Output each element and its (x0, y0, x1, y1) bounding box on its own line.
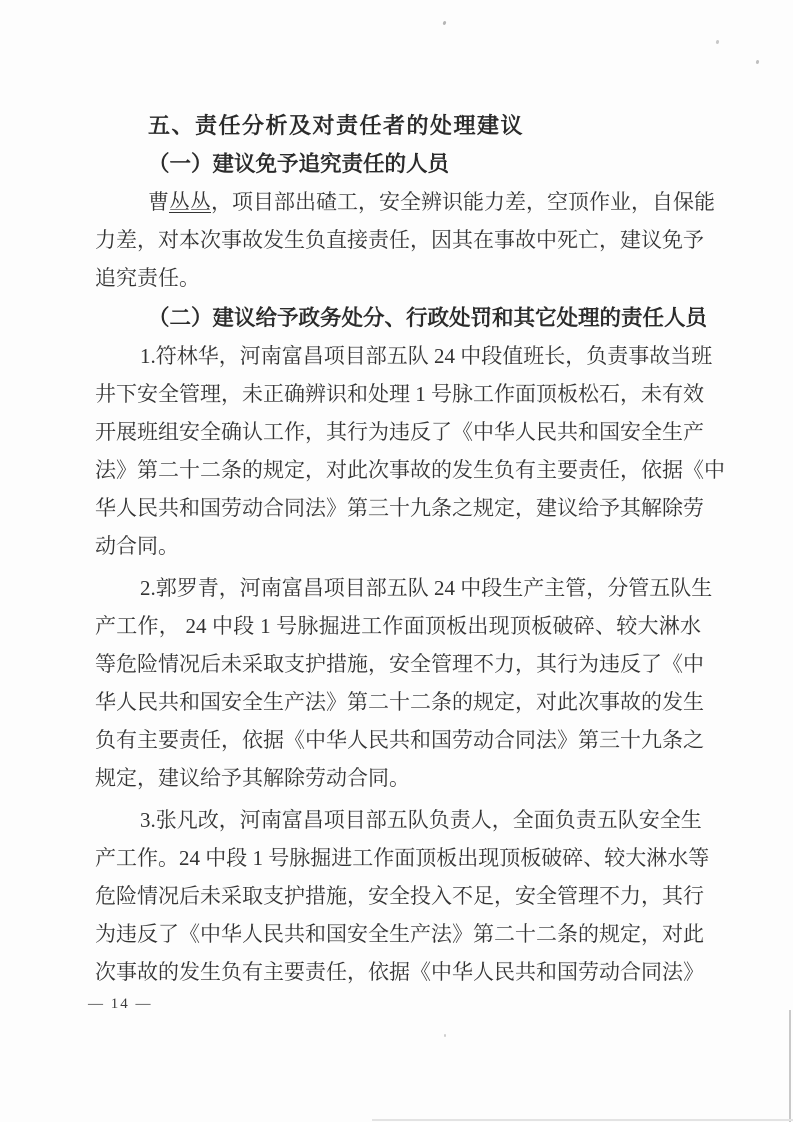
body-line: 1.符林华，河南富昌项目部五队 24 中段值班长，负责事故当班 (140, 344, 713, 368)
body-line: 为违反了《中华人民共和国安全生产法》第二十二条的规定，对此 (95, 922, 704, 946)
scan-speck (442, 21, 446, 26)
body-line: 法》第二十二条的规定，对此次事故的发生负有主要责任，依据《中 (95, 458, 725, 482)
scan-speck (756, 60, 760, 65)
body-line: 2.郭罗青，河南富昌项目部五队 24 中段生产主管，分管五队生 (140, 576, 713, 600)
body-line: 动合同。 (95, 534, 179, 558)
body-line: 力差，对本次事故发生负直接责任，因其在事故中死亡，建议免予 (95, 228, 704, 252)
body-line (95, 183, 715, 221)
scan-speck (444, 1034, 446, 1037)
body-line: 井下安全管理，未正确辨识和处理 1 号脉工作面顶板松石，未有效 (95, 382, 704, 406)
page-number: — 14 — (88, 996, 153, 1012)
body-line: 开展班组安全确认工作，其行为违反了《中华人民共和国安全生产 (95, 420, 704, 444)
body-line-text: ，项目部出碴工，安全辨识能力差，空顶作业，自保能 (211, 190, 715, 214)
subsection-2-heading: （二）建议给予政务处分、行政处罚和其它处理的责任人员 (148, 306, 708, 330)
subsection-1-heading: （一）建议免予追究责任的人员 (148, 152, 450, 176)
document-body (95, 107, 725, 991)
body-line: 等危险情况后未采取支护措施，安全管理不力，其行为违反了《中 (95, 652, 704, 676)
body-line: 华人民共和国劳动合同法》第三十九条之规定，建议给予其解除劳 (95, 496, 704, 520)
body-line: 负有主要责任，依据《中华人民共和国劳动合同法》第三十九条之 (95, 728, 704, 752)
body-line: 华人民共和国安全生产法》第二十二条的规定，对此次事故的发生 (95, 690, 704, 714)
body-line: 产工作。24 中段 1 号脉掘进工作面顶板出现顶板破碎、较大淋水等 (95, 846, 710, 870)
body-line: 追究责任。 (95, 266, 200, 290)
person-name-prefix: 曹 (148, 190, 169, 214)
scan-speck (716, 40, 720, 45)
body-line: 次事故的发生负有主要责任，依据《中华人民共和国劳动合同法》 (95, 960, 704, 984)
scan-edge-shadow-right (789, 1010, 791, 1122)
body-line: 3.张凡改，河南富昌项目部五队负责人，全面负责五队安全生 (140, 808, 702, 832)
document-section-title: 五、责任分析及对责任者的处理建议 (148, 113, 525, 138)
scan-edge-shadow-bottom (372, 1119, 793, 1121)
person-name-underlined: 丛丛 (169, 190, 211, 214)
body-line: 产工作， 24 中段 1 号脉掘进工作面顶板出现顶板破碎、较大淋水 (95, 614, 701, 638)
body-line: 规定，建议给予其解除劳动合同。 (95, 766, 410, 790)
body-line: 危险情况后未采取支护措施，安全投入不足，安全管理不力，其行 (95, 884, 704, 908)
